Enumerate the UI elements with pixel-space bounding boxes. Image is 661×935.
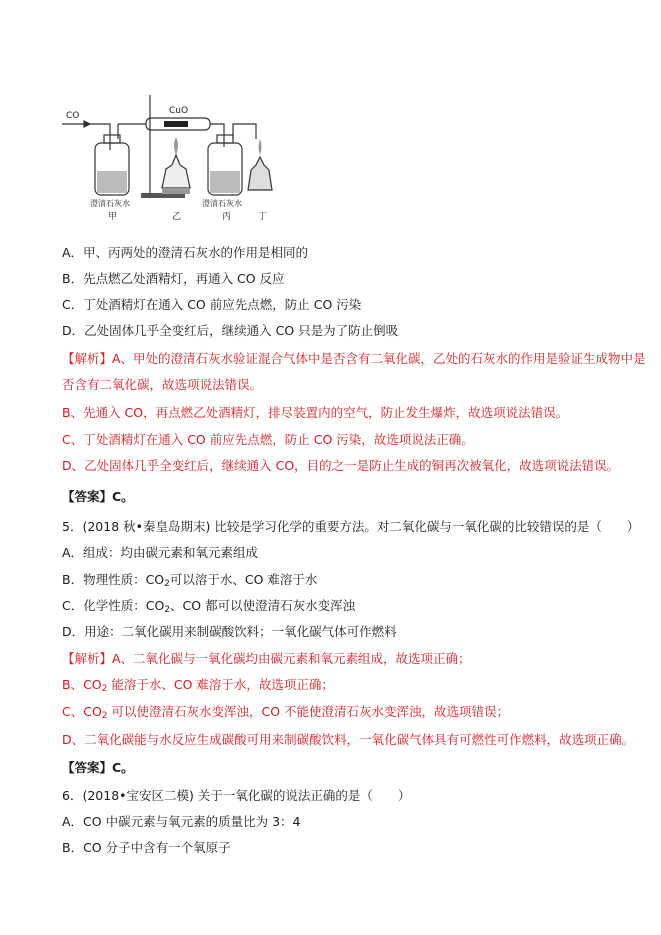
q5-option-c: C．化学性质：$CO_2$、CO 都可以使澄清石灰水变浑浊 [62, 598, 356, 615]
q5-stem: 5．(2018 秋•秦皇岛期末) 比较是学习化学的重要方法。对二氧化碳与一氧化碳的比较错误的是（ ） [62, 519, 640, 534]
q4-option-d: D．乙处固体几乎全变红后，继续通入 CO 只是为了防止倒吸 [62, 323, 399, 338]
alcohol-lamp-yi [162, 155, 190, 188]
q6-stem: 6．(2018•宝安区二模) 关于一氧化碳的说法正确的是（ ） [62, 788, 411, 803]
inlet-tube [90, 124, 110, 150]
q5-option-d: D．用途：二氧化碳用来制碳酸饮料；一氧化碳气体可作燃料 [62, 624, 397, 639]
diagram-bottle2-caption: 澄清石灰水 [202, 199, 242, 208]
q6-option-b: B．CO 分子中含有一个氧原子 [62, 840, 231, 855]
q4-analysis-line3: B、先通入 CO，再点燃乙处酒精灯，排尽装置内的空气，防止发生爆炸，故选项说法错误。 [62, 405, 569, 420]
q4-analysis-line5: D、乙处固体几乎全变红后，继续通入 CO，目的之一是防止生成的铜再次被氧化，故选项说法错误。 [62, 458, 620, 473]
alcohol-lamp-ding [248, 157, 272, 190]
co-inlet-arrowhead [84, 121, 90, 127]
q5-answer: 【答案】C。 [62, 760, 134, 775]
diagram-bottle1-caption: 澄清石灰水 [90, 199, 130, 208]
diagram-label-yi: 乙 [172, 212, 182, 222]
q4-option-a: A．甲、丙两处的澄清石灰水的作用是相同的 [62, 245, 309, 260]
q5-option-b: B．物理性质：$CO_2$可以溶于水、CO 难溶于水 [62, 572, 318, 589]
q4-analysis-line1: 【解析】A、甲处的澄清石灰水验证混合气体中是否含有二氧化碳，乙处的石灰水的作用是验证生成物中是 [62, 351, 646, 366]
q4-analysis-line2: 否含有二氧化碳，故选项说法错误。 [62, 377, 263, 392]
q4-answer: 【答案】C。 [62, 489, 134, 504]
q6-option-a: A．CO 中碳元素与氧元素的质量比为 3：4 [62, 814, 301, 829]
diagram-co-label: CO [66, 111, 80, 121]
diagram-label-bing: 丙 [222, 212, 232, 222]
q4-option-b: B．先点燃乙处酒精灯，再通入 CO 反应 [62, 271, 285, 286]
diagram-cuo-label: CuO [169, 106, 189, 116]
q5-analysis-line4: D、二氧化碳能与水反应生成碳酸可用来制碳酸饮料，一氧化碳气体具有可燃性可作燃料，故选项正确。 [62, 732, 635, 747]
q5-analysis-line3: C、$CO_2$ 可以使澄清石灰水变浑浊，CO 不能使澄清石灰水变浑浊，故选项错误； [62, 704, 510, 721]
q5-analysis-line2: B、$CO_2$ 能溶于水、CO 难溶于水，故选项正确； [62, 677, 334, 694]
diagram-label-ding: 丁 [258, 212, 268, 222]
q4-option-c: C．丁处酒精灯在通入 CO 前应先点燃，防止 CO 污染 [62, 297, 362, 312]
q5-analysis-line1: 【解析】A、二氧化碳与一氧化碳均由碳元素和氧元素组成，故选项正确； [62, 651, 471, 666]
q4-analysis-line4: C、丁处酒精灯在通入 CO 前应先点燃，防止 CO 污染，故选项说法正确。 [62, 432, 474, 447]
diagram-label-jia: 甲 [108, 212, 118, 222]
co-reduction-apparatus-figure [62, 95, 298, 230]
q5-option-a: A．组成：均由碳元素和氧元素组成 [62, 545, 259, 560]
